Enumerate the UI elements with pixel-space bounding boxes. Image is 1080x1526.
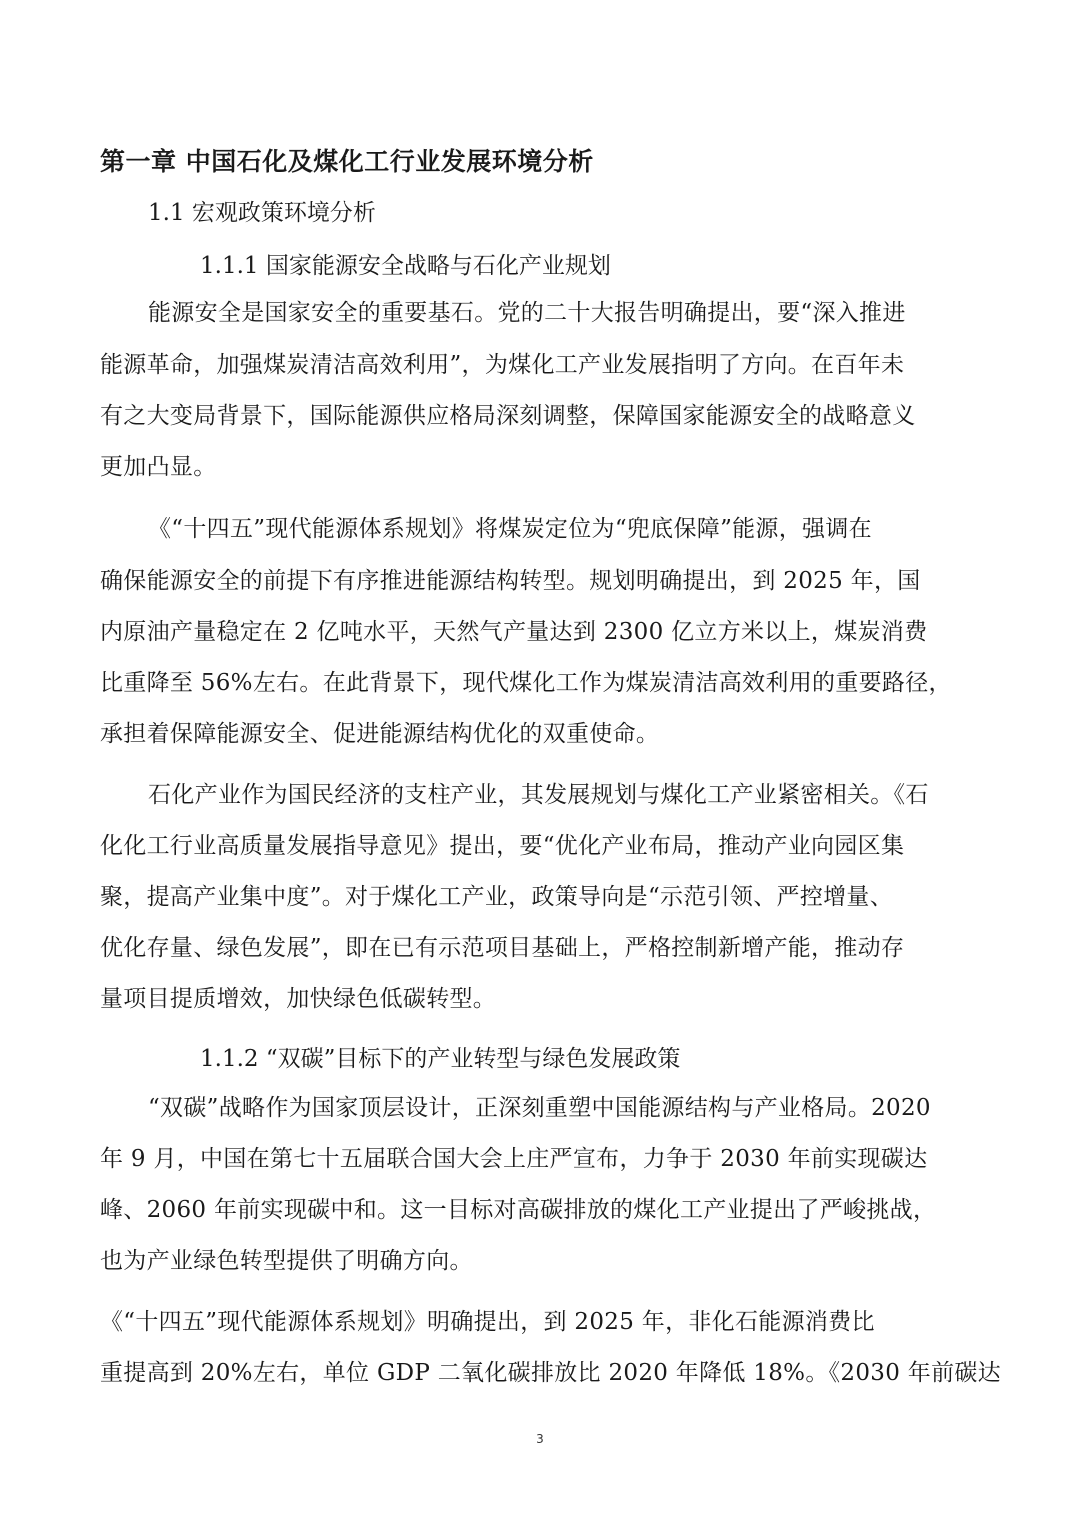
- paragraph-line: 能源安全是国家安全的重要基石。党的二十大报告明确提出，要“深入推进: [148, 300, 906, 326]
- paragraph-line: 聚，提高产业集中度”。对于煤化工产业，政策导向是“示范引领、严控增量、: [100, 884, 894, 910]
- paragraph-line: 能源革命，加强煤炭清洁高效利用”，为煤化工产业发展指明了方向。在百年未: [100, 352, 905, 378]
- paragraph-line: 重提高到 20%左右，单位 GDP 二氧化碳排放比 2020 年降低 18%。《2030 年前碳达: [100, 1360, 1001, 1386]
- subsection-heading-1-1-2: 1.1.2 “双碳”目标下的产业转型与绿色发展政策: [200, 1046, 681, 1072]
- paragraph-line: 比重降至 56%左右。在此背景下，现代煤化工作为煤炭清洁高效利用的重要路径，: [100, 670, 952, 696]
- paragraph-line: 《“十四五”现代能源体系规划》明确提出，到 2025 年，非化石能源消费比: [100, 1309, 875, 1335]
- chapter-title: 第一章 中国石化及煤化工行业发展环境分析: [100, 147, 594, 176]
- subsection-heading-1-1-1: 1.1.1 国家能源安全战略与石化产业规划: [200, 253, 611, 279]
- paragraph-line: 峰、2060 年前实现碳中和。这一目标对高碳排放的煤化工产业提出了严峻挑战，: [100, 1197, 937, 1223]
- section-heading-1-1: 1.1 宏观政策环境分析: [148, 200, 376, 226]
- page-number: 3: [536, 1432, 544, 1446]
- paragraph-line: 有之大变局背景下，国际能源供应格局深刻调整，保障国家能源安全的战略意义: [100, 403, 916, 429]
- paragraph-line: 优化存量、绿色发展”，即在已有示范项目基础上，严格控制新增产能，推动存: [100, 935, 905, 961]
- paragraph-line: 承担着保障能源安全、促进能源结构优化的双重使命。: [100, 721, 660, 747]
- paragraph-line: “双碳”战略作为国家顶层设计，正深刻重塑中国能源结构与产业格局。2020: [148, 1095, 931, 1121]
- paragraph-line: 更加凸显。: [100, 454, 217, 480]
- paragraph-line: 量项目提质增效，加快绿色低碳转型。: [100, 986, 497, 1012]
- paragraph-line: 化化工行业高质量发展指导意见》提出，要“优化产业布局，推动产业向园区集: [100, 833, 905, 859]
- paragraph-line: 内原油产量稳定在 2 亿吨水平，天然气产量达到 2300 亿立方米以上，煤炭消费: [100, 619, 928, 645]
- paragraph-line: 确保能源安全的前提下有序推进能源结构转型。规划明确提出，到 2025 年，国: [100, 568, 921, 594]
- paragraph-line: 年 9 月，中国在第七十五届联合国大会上庄严宣布，力争于 2030 年前实现碳达: [100, 1146, 928, 1172]
- paragraph-line: 《“十四五”现代能源体系规划》将煤炭定位为“兜底保障”能源，强调在: [148, 516, 872, 542]
- paragraph-line: 也为产业绿色转型提供了明确方向。: [100, 1248, 473, 1274]
- paragraph-line: 石化产业作为国民经济的支柱产业，其发展规划与煤化工产业紧密相关。《石: [148, 782, 929, 808]
